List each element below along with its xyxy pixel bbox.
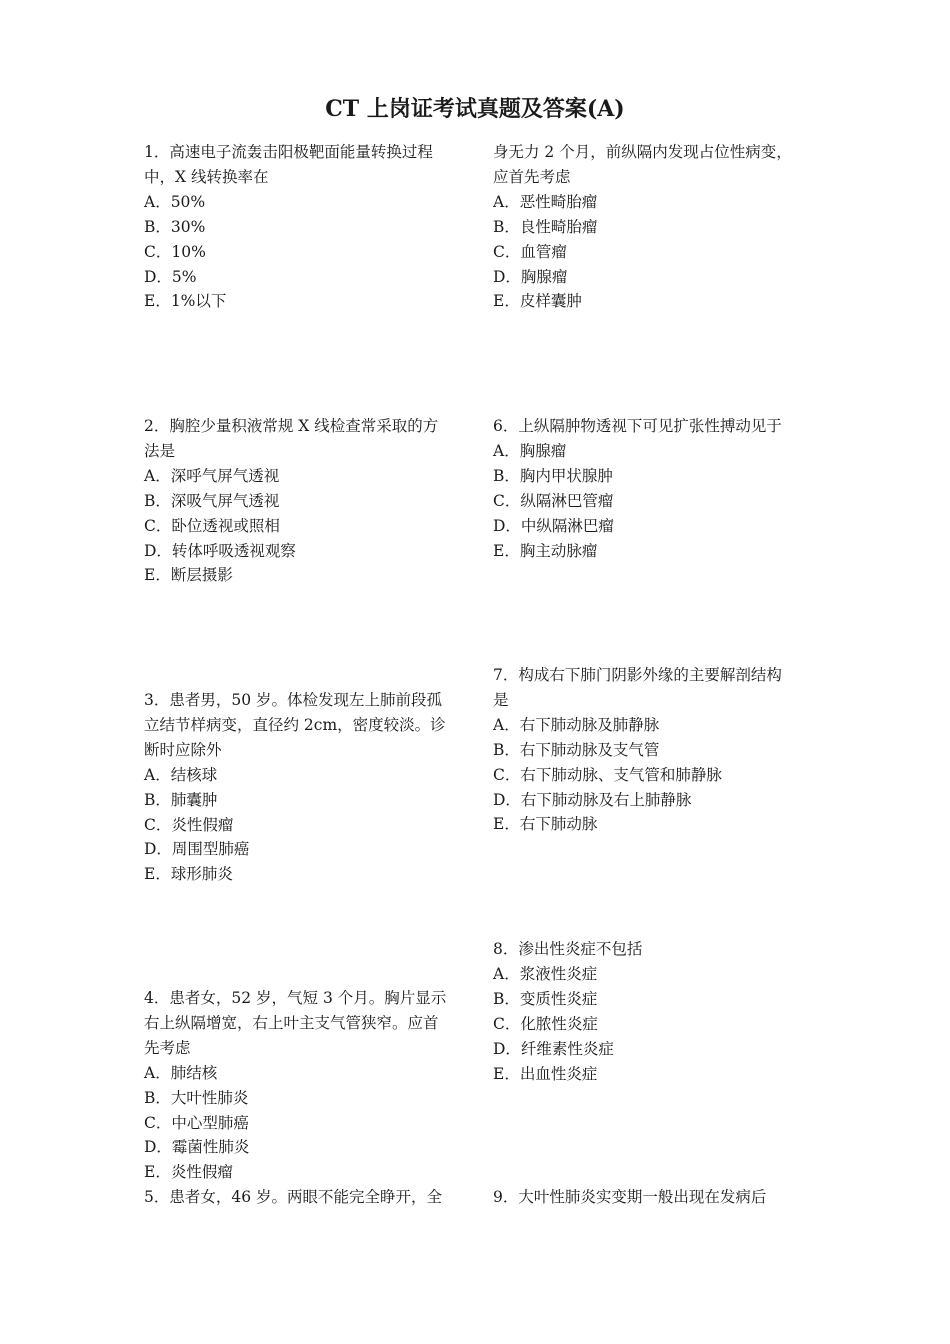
question-6-option-a: A．胸腺瘤 <box>493 441 567 460</box>
question-5-option-e: E．皮样囊肿 <box>493 292 582 311</box>
question-5-stem-line-2: 身无力 2 个月，前纵隔内发现占位性病变， <box>493 143 792 161</box>
question-3-option-d: D．周围型肺癌 <box>144 840 250 859</box>
question-5-continued <box>493 140 813 314</box>
question-4-stem-line-3: 先考虑 <box>144 1038 191 1057</box>
question-8-option-a: A．浆液性炎症 <box>493 964 598 983</box>
question-7-option-d: D．右下肺动脉及右上肺静脉 <box>493 790 692 809</box>
question-3-stem-line-3: 断时应除外 <box>144 740 222 759</box>
question-2-stem-line-2: 法是 <box>144 441 176 460</box>
question-9-stem-line-1: 9．大叶性肺炎实变期一般出现在发病后 <box>493 1188 767 1206</box>
question-6-stem-line-1: 6．上纵隔肿物透视下可见扩张性搏动见于 <box>493 417 782 435</box>
question-6-option-e: E．胸主动脉瘤 <box>493 541 598 560</box>
question-7-stem-line-2: 是 <box>493 690 509 709</box>
question-1-stem-line-2: 中，X 线转换率在 <box>144 167 269 186</box>
question-7-option-e: E．右下肺动脉 <box>493 815 598 834</box>
question-5-option-b: B．良性畸胎瘤 <box>493 217 598 236</box>
question-8-option-c: C．化脓性炎症 <box>493 1014 598 1033</box>
question-1-stem-line-1: 1．高速电子流轰击阳极靶面能量转换过程 <box>144 143 433 161</box>
question-4-option-c: C．中心型肺癌 <box>144 1113 249 1132</box>
question-3-option-c: C．炎性假瘤 <box>144 815 234 834</box>
question-7-option-c: C．右下肺动脉、支气管和肺静脉 <box>493 765 722 784</box>
question-2-option-b: B．深吸气屏气透视 <box>144 491 280 510</box>
question-8-stem-line-1: 8．渗出性炎症不包括 <box>493 940 643 958</box>
question-5 <box>144 1185 464 1210</box>
question-2-stem-line-1: 2．胸腔少量积液常规 X 线检查常采取的方 <box>144 417 439 435</box>
question-6 <box>493 414 813 563</box>
question-3-option-b: B．肺囊肿 <box>144 790 218 809</box>
question-7-option-b: B．右下肺动脉及支气管 <box>493 740 660 759</box>
question-4-option-d: D．霉菌性肺炎 <box>144 1138 250 1157</box>
question-1-option-a: A．50% <box>144 192 206 211</box>
question-2-option-c: C．卧位透视或照相 <box>144 516 280 535</box>
question-4-option-a: A．肺结核 <box>144 1063 218 1082</box>
question-6-option-c: C．纵隔淋巴管瘤 <box>493 491 614 510</box>
question-4-stem-line-1: 4．患者女，52 岁，气短 3 个月。胸片显示 <box>144 989 447 1007</box>
question-3-option-a: A．结核球 <box>144 765 218 784</box>
question-3-stem-line-1: 3．患者男，50 岁。体检发现左上肺前段孤 <box>144 691 443 709</box>
question-3 <box>144 688 464 887</box>
question-4-stem-line-2: 右上纵隔增宽，右上叶主支气管狭窄。应首 <box>144 1013 439 1032</box>
question-9 <box>493 1185 813 1210</box>
question-7-option-a: A．右下肺动脉及肺静脉 <box>493 715 660 734</box>
question-7 <box>493 663 813 837</box>
question-1 <box>144 140 464 314</box>
question-1-option-c: C．10% <box>144 242 206 261</box>
question-5-option-a: A．恶性畸胎瘤 <box>493 192 598 211</box>
question-8 <box>493 937 813 1086</box>
question-8-option-d: D．纤维素性炎症 <box>493 1039 614 1058</box>
question-3-stem-line-2: 立结节样病变，直径约 2cm，密度较淡。诊 <box>144 715 446 734</box>
question-8-option-b: B．变质性炎症 <box>493 989 598 1008</box>
question-3-option-e: E．球形肺炎 <box>144 865 233 884</box>
question-5-option-d: D．胸腺瘤 <box>493 267 568 286</box>
question-4-option-e: E．炎性假瘤 <box>144 1163 233 1182</box>
question-4 <box>144 986 464 1185</box>
question-8-option-e: E．出血性炎症 <box>493 1064 598 1083</box>
question-5-option-c: C．血管瘤 <box>493 242 567 261</box>
question-6-option-b: B．胸内甲状腺肿 <box>493 466 613 485</box>
question-2-option-e: E．断层摄影 <box>144 566 233 585</box>
question-5-stem-line-1: 5．患者女，46 岁。两眼不能完全睁开，全 <box>144 1188 443 1206</box>
page-title: CT 上岗证考试真题及答案(A) <box>325 96 625 122</box>
question-7-stem-line-1: 7．构成右下肺门阴影外缘的主要解剖结构 <box>493 666 782 684</box>
question-6-option-d: D．中纵隔淋巴瘤 <box>493 516 614 535</box>
question-4-option-b: B．大叶性肺炎 <box>144 1088 249 1107</box>
question-2-option-d: D．转体呼吸透视观察 <box>144 541 296 560</box>
question-1-option-d: D．5% <box>144 267 197 286</box>
question-2-option-a: A．深呼气屏气透视 <box>144 466 280 485</box>
question-2 <box>144 414 464 588</box>
question-1-option-b: B．30% <box>144 217 206 236</box>
question-1-option-e: E．1%以下 <box>144 292 227 311</box>
question-5-stem-line-3: 应首先考虑 <box>493 167 571 186</box>
